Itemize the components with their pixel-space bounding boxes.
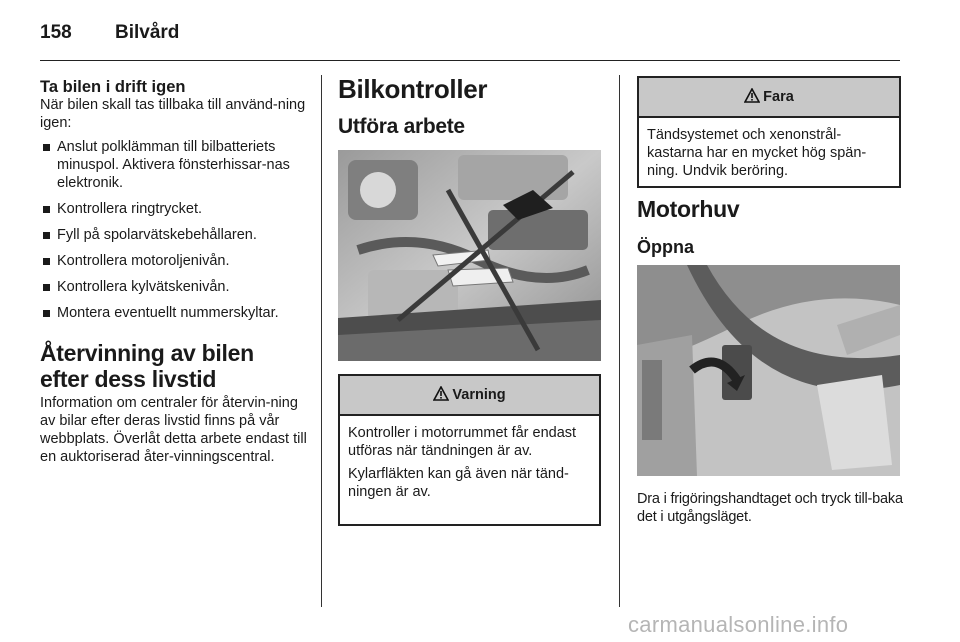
danger-heading: Fara bbox=[763, 89, 794, 105]
hood-release-illustration bbox=[637, 265, 900, 476]
section-intro-recommission: När bilen skall tas tillbaka till använd-ning igen: bbox=[40, 97, 306, 131]
page-number: 158 bbox=[40, 22, 72, 43]
warning-heading: Varning bbox=[452, 387, 506, 403]
warning-text: Kylarfläkten kan gå även när tänd-ningen är av. bbox=[348, 466, 569, 500]
column-divider-right bbox=[619, 75, 620, 607]
section-title-recycling: Återvinning av bilen efter dess livstid bbox=[40, 340, 254, 392]
bullet-icon bbox=[43, 144, 50, 151]
checklist bbox=[40, 138, 308, 322]
hood-release-photo bbox=[637, 265, 900, 476]
subsection-title-open: Öppna bbox=[637, 237, 694, 257]
section-title-hood: Motorhuv bbox=[637, 196, 740, 222]
warning-box bbox=[338, 374, 601, 526]
column-left bbox=[40, 78, 308, 466]
warning-text: Kontroller i motorrummet får endast utföras när tändningen är av. bbox=[348, 425, 577, 459]
bullet-icon bbox=[43, 258, 50, 265]
warning-triangle-icon bbox=[433, 386, 449, 405]
list-item: Montera eventuellt nummerskyltar. bbox=[40, 304, 308, 322]
page-header bbox=[40, 20, 900, 61]
warning-header bbox=[340, 376, 599, 416]
danger-box bbox=[637, 76, 901, 188]
hood-section bbox=[637, 196, 900, 256]
section-text-recycling: Information om centraler för återvin-ning av bilar efter deras livstid finns på vår webbplats. Överlåt detta arbete endast till en auktoriserad åter-vinningscentral. bbox=[40, 395, 307, 465]
engine-bay-photo bbox=[338, 150, 601, 361]
section-title-recommission: Ta bilen i drift igen bbox=[40, 78, 186, 96]
bullet-icon bbox=[43, 206, 50, 213]
bullet-icon bbox=[43, 232, 50, 239]
hood-caption: Dra i frigöringshandtaget och tryck till-baka det i utgångsläget. bbox=[637, 491, 903, 525]
list-item: Kontrollera ringtrycket. bbox=[40, 200, 308, 218]
danger-body bbox=[639, 118, 899, 191]
list-item: Fyll på spolarvätskebehållaren. bbox=[40, 226, 308, 244]
bullet-icon bbox=[43, 310, 50, 317]
danger-header bbox=[639, 78, 899, 118]
engine-bay-illustration bbox=[338, 150, 601, 361]
list-item: Anslut polklämman till bilbatteriets minuspol. Aktivera fönsterhissar-nas elektronik. bbox=[40, 138, 308, 192]
list-item: Kontrollera kylvätskenivån. bbox=[40, 278, 308, 296]
danger-text: Tändsystemet och xenonstrål-kastarna har en mycket hög spän-ning. Undvik beröring. bbox=[647, 127, 867, 179]
subsection-title-work: Utföra arbete bbox=[338, 115, 465, 138]
watermark: carmanualsonline.info bbox=[628, 612, 849, 637]
list-item: Kontrollera motoroljenivån. bbox=[40, 252, 308, 270]
column-middle bbox=[338, 74, 601, 140]
warning-triangle-icon bbox=[744, 88, 760, 107]
warning-body bbox=[340, 416, 599, 512]
chapter-title: Bilvård bbox=[115, 22, 180, 43]
section-title-checks: Bilkontroller bbox=[338, 74, 488, 104]
column-divider-left bbox=[321, 75, 322, 607]
bullet-icon bbox=[43, 284, 50, 291]
